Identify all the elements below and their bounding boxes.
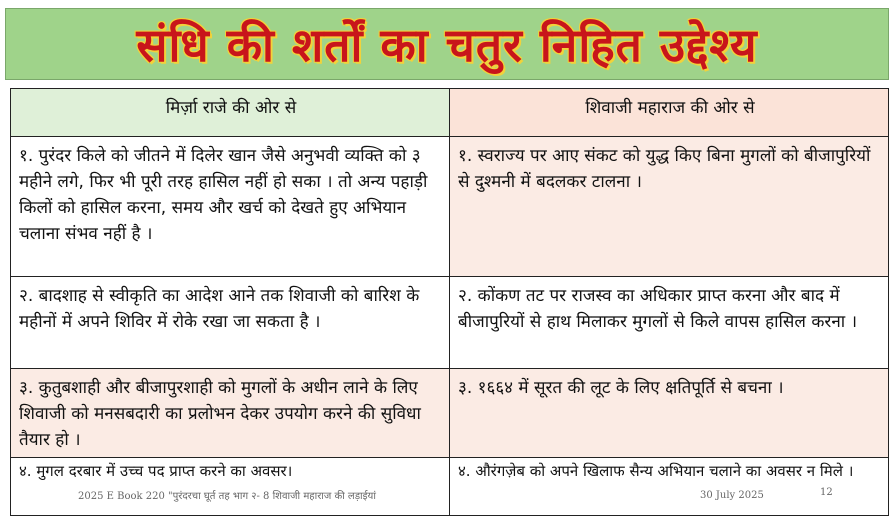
table-cell-left: ३. कुतुबशाही और बीजापुरशाही को मुगलों के अधीन लाने के लिए शिवाजी को मनसबदारी का प्रलोभन देकर उपयोग करने की सुविधा तैयार हो । [11,369,450,458]
table-cell-right: ३. १६६४ में सूरत की लूट के लिए क्षतिपूर्ति से बचना । [450,369,889,458]
table-cell-right: ४. औरंगज़ेब को अपने खिलाफ सैन्य अभियान चलाने का अवसर न मिले । [450,458,889,516]
page-title: संधि की शर्तों का चतुर निहित उद्देश्य [136,18,758,72]
table-row [11,277,889,369]
table-cell-left: १. पुरंदर किले को जीतने में दिलेर खान जैसे अनुभवी व्यक्ति को ३ महीने लगे, फिर भी पूरी तरह हासिल नहीं हो सका । तो अन्य पहाड़ी किलों को हासिल करना, समय और खर्च को देखते हुए अभियान चलाना संभव नहीं है । [11,137,450,277]
footer-date: 30 July 2025 [700,490,764,501]
footer-page-number: 12 [820,487,833,498]
table-cell-right: २. कोंकण तट पर राजस्व का अधिकार प्राप्त करना और बाद में बीजापुरियों से हाथ मिलाकर मुगलों से किले वापस हासिल करना । [450,277,889,369]
table-header-row [11,89,889,137]
table-cell-left: २. बादशाह से स्वीकृति का आदेश आने तक शिवाजी को बारिश के महीनों में अपने शिविर में रोके रखा जा सकता है । [11,277,450,369]
comparison-table [10,88,889,516]
column-header-shivaji-maharaj: शिवाजी महाराज की ओर से [450,89,889,137]
footer-book-title: 2025 E Book 220 "पुरंदरचा घूर्त तह भाग २- 8 शिवाजी महाराज की लड़ाईयां [78,491,376,502]
column-header-mirza-raje: मिर्ज़ा राजे की ओर से [11,89,450,137]
table-cell-left: ४. मुगल दरबार में उच्च पद प्राप्त करने का अवसर। [11,458,450,516]
table-cell-right: १. स्वराज्य पर आए संकट को युद्ध किए बिना मुगलों को बीजापुरियों से दुश्मनी में बदलकर टालना । [450,137,889,277]
table-row [11,137,889,277]
table-row [11,369,889,458]
title-banner [5,8,889,80]
table-row [11,458,889,516]
